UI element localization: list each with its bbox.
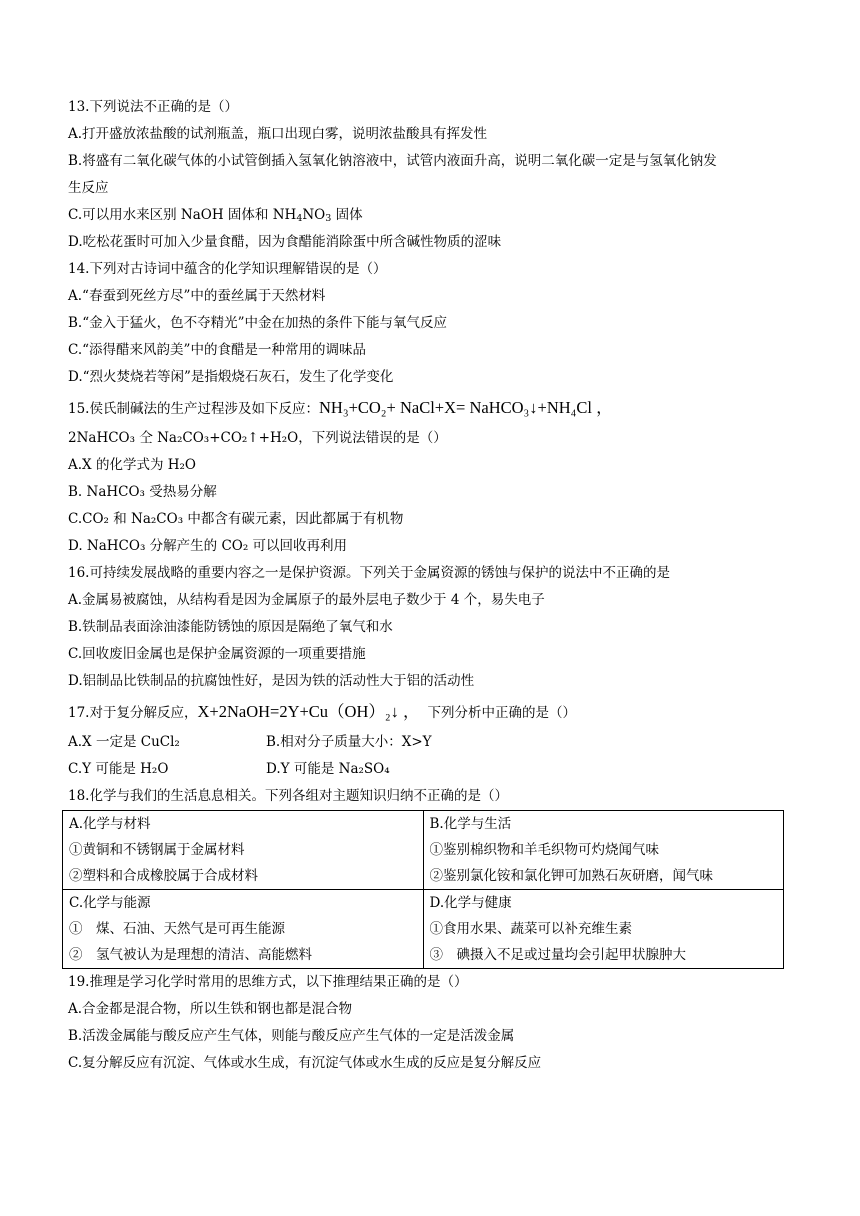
q17-option-b: B.相对分子质量大小：X>Y bbox=[266, 734, 432, 750]
q17-option-d: D.Y 可能是 Na₂SO₄ bbox=[266, 761, 390, 777]
q13-option-d: D.吃松花蛋时可加入少量食醋，因为食醋能消除蛋中所含碱性物质的涩味 bbox=[68, 234, 502, 250]
q13-option-c: C.可以用水来区别 NaOH 固体和 $NH_4NO_3$ 固体 bbox=[68, 207, 363, 224]
table-cell-d: D.化学与健康 ①食用水果、蔬菜可以补充维生素 ③ 碘摄入不足或过量均会引起甲状腺肿大 bbox=[423, 890, 784, 969]
q17-options-row2 bbox=[68, 756, 788, 783]
q17-stem: 17.对于复分解反应，X+2NaOH=2Y+Cu（OH）₂↓ ， 下列分析中正确的是（） bbox=[68, 702, 577, 721]
q16-stem: 16.可持续发展战略的重要内容之一是保护资源。下列关于金属资源的锈蚀与保护的说法中不正确的是 bbox=[68, 565, 670, 581]
q14-option-b: B.“金入于猛火，色不夺精光”中金在加热的条件下能与氧气反应 bbox=[68, 315, 448, 331]
q13-option-a: A.打开盛放浓盐酸的试剂瓶盖，瓶口出现白雾，说明浓盐酸具有挥发性 bbox=[68, 126, 488, 142]
q16-option-c: C.回收废旧金属也是保护金属资源的一项重要措施 bbox=[68, 646, 366, 662]
table-cell-a: A.化学与材料 ①黄铜和不锈钢属于金属材料 ②塑料和合成橡胶属于合成材料 bbox=[63, 811, 424, 890]
q18-table bbox=[62, 810, 784, 969]
table-row bbox=[63, 890, 784, 969]
q15-option-b: B. NaHCO₃ 受热易分解 bbox=[68, 484, 217, 500]
q17-option-a: A.X 一定是 CuCl₂ bbox=[68, 734, 180, 750]
q15-equation-2: 2NaHCO₃ 仝 Na₂CO₃+CO₂↑+H₂O，下列说法错误的是（） bbox=[68, 430, 447, 446]
table-cell-c: C.化学与能源 ① 煤、石油、天然气是可再生能源 ② 氢气被认为是理想的清洁、高能燃料 bbox=[63, 890, 424, 969]
q13-option-b-line2: 生反应 bbox=[68, 180, 109, 196]
q14-option-c: C.“添得醋来风韵美”中的食醋是一种常用的调味品 bbox=[68, 342, 366, 358]
exam-page bbox=[68, 94, 788, 1077]
q14-option-a: A.“春蚕到死丝方尽”中的蚕丝属于天然材料 bbox=[68, 288, 326, 304]
q17-option-c: C.Y 可能是 H₂O bbox=[68, 761, 169, 777]
q13-stem: 13.下列说法不正确的是（） bbox=[68, 99, 238, 115]
table-row bbox=[63, 811, 784, 890]
q16-option-d: D.铝制品比铁制品的抗腐蚀性好，是因为铁的活动性大于铝的活动性 bbox=[68, 673, 475, 689]
q17-equation: X+2NaOH=2Y+Cu（OH）₂↓ ， bbox=[197, 702, 420, 721]
q16-option-b: B.铁制品表面涂油漆能防锈蚀的原因是隔绝了氧气和水 bbox=[68, 619, 393, 635]
table-cell-b: B.化学与生活 ①鉴别棉织物和羊毛织物可灼烧闻气味 ②鉴别氯化铵和氯化钾可加熟石灰研磨，闻气味 bbox=[423, 811, 784, 890]
q14-stem: 14.下列对古诗词中蕴含的化学知识理解错误的是（） bbox=[68, 261, 387, 277]
q14-option-d: D.“烈火焚烧若等闲”是指煅烧石灰石，发生了化学变化 bbox=[68, 369, 394, 385]
q19-stem: 19.推理是学习化学时常用的思维方式，以下推理结果正确的是（） bbox=[68, 974, 468, 990]
q19-option-c: C.复分解反应有沉淀、气体或水生成，有沉淀气体或水生成的反应是复分解反应 bbox=[68, 1055, 542, 1071]
q15-option-c: C.CO₂ 和 Na₂CO₃ 中都含有碳元素，因此都属于有机物 bbox=[68, 511, 404, 527]
q17-options-row1 bbox=[68, 729, 788, 756]
q15-option-a: A.X 的化学式为 H₂O bbox=[68, 457, 196, 473]
q13-option-b-line1: B.将盛有二氧化碳气体的小试管倒插入氢氧化钠溶液中，试管内液面升高，说明二氧化碳一定是与氢氧化钠发 bbox=[68, 153, 717, 169]
q15-equation-1: NH₃+CO₂+ NaCl+X= NaHCO₃↓+NH₄Cl ， bbox=[318, 398, 613, 417]
q15-option-d: D. NaHCO₃ 分解产生的 CO₂ 可以回收再利用 bbox=[68, 538, 348, 554]
q15-stem: 15.侯氏制碱法的生产过程涉及如下反应：NH₃+CO₂+ NaCl+X= NaHCO₃↓+NH₄Cl ， bbox=[68, 398, 613, 417]
q19-option-b: B.活泼金属能与酸反应产生气体，则能与酸反应产生气体的一定是活泼金属 bbox=[68, 1028, 515, 1044]
q18-stem: 18.化学与我们的生活息息相关。下列各组对主题知识归纳不正确的是（） bbox=[68, 788, 508, 804]
q19-option-a: A.合金都是混合物，所以生铁和钢也都是混合物 bbox=[68, 1001, 353, 1017]
q16-option-a: A.金属易被腐蚀，从结构看是因为金属原子的最外层电子数少于 4 个，易失电子 bbox=[68, 592, 545, 608]
